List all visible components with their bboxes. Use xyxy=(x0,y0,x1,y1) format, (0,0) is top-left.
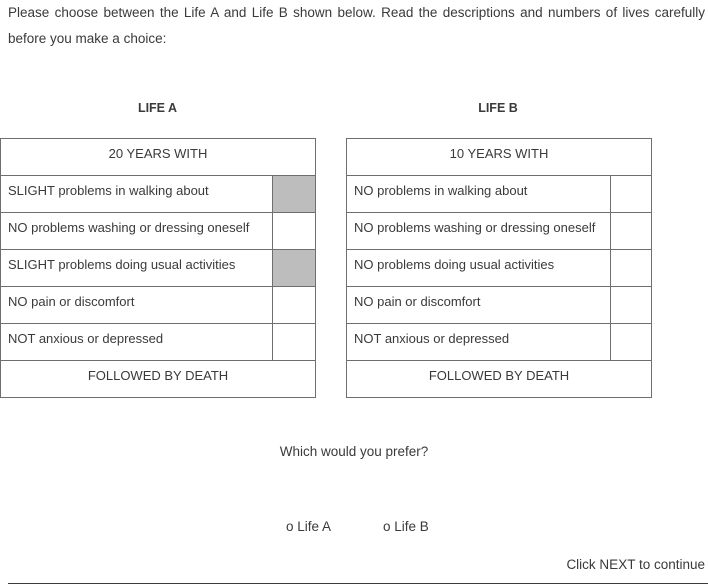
life-b-mobility-level-cell xyxy=(611,176,652,213)
life-b-anxiety-level-cell xyxy=(611,324,652,361)
life-a-anxiety: NOT anxious or depressed xyxy=(1,324,273,361)
life-b-usual-activities: NO problems doing usual activities xyxy=(347,250,611,287)
table-row xyxy=(347,213,652,250)
life-b-pain: NO pain or discomfort xyxy=(347,287,611,324)
life-a-duration: 20 YEARS WITH xyxy=(1,139,316,176)
life-a-option[interactable]: o Life A xyxy=(286,519,332,534)
life-a-mobility-level-cell xyxy=(273,176,316,213)
life-a-mobility: SLIGHT problems in walking about xyxy=(1,176,273,213)
table-row xyxy=(347,250,652,287)
instructions-text: Please choose between the Life A and Life B shown below. Read the descriptions and numbers of lives carefully before you make a choice: xyxy=(8,5,705,46)
table-row xyxy=(1,250,316,287)
preference-question: Which would you prefer? xyxy=(279,444,429,459)
table-row xyxy=(347,287,652,324)
table-row xyxy=(1,324,316,361)
life-b-self-care-level-cell xyxy=(611,213,652,250)
table-row xyxy=(1,213,316,250)
life-a-self-care-level-cell xyxy=(273,213,316,250)
life-b-heading: LIFE B xyxy=(478,101,518,115)
life-b-pain-level-cell xyxy=(611,287,652,324)
table-row xyxy=(1,287,316,324)
life-b-self-care: NO problems washing or dressing oneself xyxy=(347,213,611,250)
life-a-usual-activities-level-cell xyxy=(273,250,316,287)
life-a-self-care: NO problems washing or dressing oneself xyxy=(1,213,273,250)
life-a-pain: NO pain or discomfort xyxy=(1,287,273,324)
life-a-table xyxy=(0,138,316,398)
life-b-mobility: NO problems in walking about xyxy=(347,176,611,213)
life-a-pain-level-cell xyxy=(273,287,316,324)
bottom-divider xyxy=(8,583,708,584)
next-instruction: Click NEXT to continue xyxy=(566,557,705,572)
table-row xyxy=(347,324,652,361)
life-a-anxiety-level-cell xyxy=(273,324,316,361)
life-b-duration: 10 YEARS WITH xyxy=(347,139,652,176)
table-row xyxy=(347,176,652,213)
life-b-footer: FOLLOWED BY DEATH xyxy=(347,361,652,398)
table-row xyxy=(1,176,316,213)
life-b-anxiety: NOT anxious or depressed xyxy=(347,324,611,361)
life-a-heading: LIFE A xyxy=(137,101,178,115)
life-b-table xyxy=(346,138,652,398)
life-b-usual-activities-level-cell xyxy=(611,250,652,287)
life-a-footer: FOLLOWED BY DEATH xyxy=(1,361,316,398)
life-a-usual-activities: SLIGHT problems doing usual activities xyxy=(1,250,273,287)
life-b-option[interactable]: o Life B xyxy=(383,519,429,534)
